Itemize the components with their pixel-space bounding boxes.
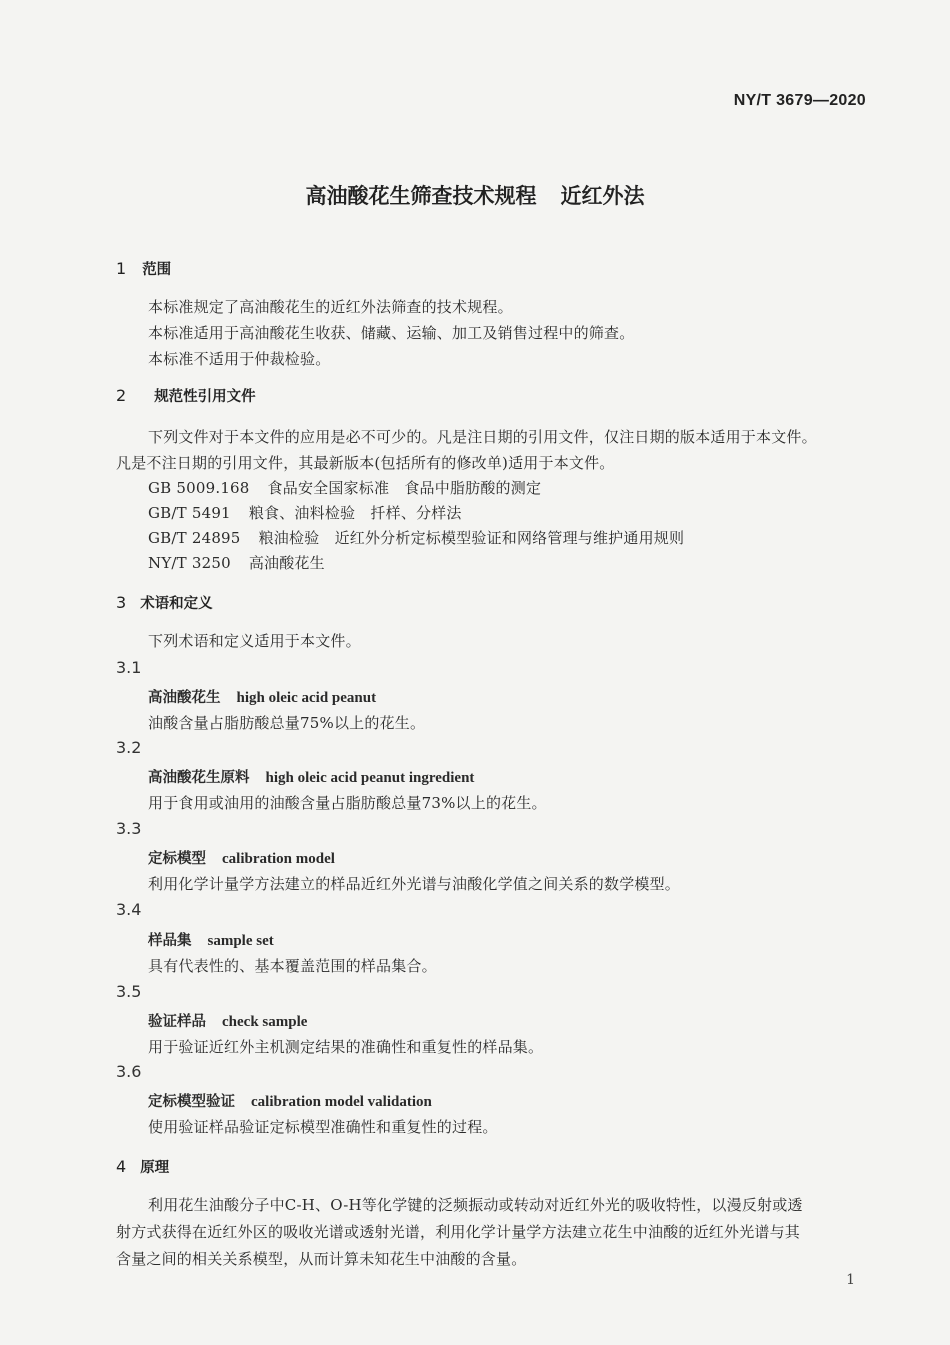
term-number: 3.3 [116,819,142,838]
term-title: 验证样品 check sample [148,1014,308,1030]
section-4-paragraph: 含量之间的相关关系模型，从而计算未知花生中油酸的含量。 [116,1250,527,1268]
term-definition: 用于验证近红外主机测定结果的准确性和重复性的样品集。 [148,1038,544,1056]
page-number: 1 [846,1272,855,1288]
term-title: 定标模型验证 calibration model validation [148,1094,432,1110]
reference-item: NY/T 3250 高油酸花生 [148,554,325,572]
title-method: 近红外法 [560,184,645,208]
section-1-paragraph: 本标准规定了高油酸花生的近红外法筛查的技术规程。 [148,298,513,316]
term-number: 3.6 [116,1062,142,1081]
section-4-paragraph: 利用花生油酸分子中C-H、O-H等化学键的泛频振动或转动对近红外光的吸收特性，以漫反射或透 [148,1196,803,1214]
term-definition: 使用验证样品验证定标模型准确性和重复性的过程。 [148,1118,498,1136]
term-title: 高油酸花生原料 high oleic acid peanut ingredient [148,770,475,786]
term-definition: 具有代表性的、基本覆盖范围的样品集合。 [148,957,437,975]
reference-item: GB 5009.168 食品安全国家标准 食品中脂肪酸的测定 [148,479,542,497]
term-definition: 油酸含量占脂肪酸总量75%以上的花生。 [148,714,426,732]
section-1-paragraph: 本标准适用于高油酸花生收获、储藏、运输、加工及销售过程中的筛查。 [148,324,635,342]
term-title: 高油酸花生 high oleic acid peanut [148,690,377,706]
section-1-paragraph: 本标准不适用于仲裁检验。 [148,350,331,368]
document-title [0,180,950,210]
title-main: 高油酸花生筛查技术规程 [305,184,537,208]
section-2-intro: 凡是不注日期的引用文件，其最新版本(包括所有的修改单)适用于本文件。 [116,454,615,472]
section-2-heading: 2 规范性引用文件 [116,386,256,405]
section-4-paragraph: 射方式获得在近红外区的吸收光谱或透射光谱，利用化学计量学方法建立花生中油酸的近红外光谱与其 [116,1223,801,1241]
term-definition: 利用化学计量学方法建立的样品近红外光谱与油酸化学值之间关系的数学模型。 [148,875,681,893]
section-1-heading: 1 范围 [116,259,172,278]
section-2-intro: 下列文件对于本文件的应用是必不可少的。凡是注日期的引用文件，仅注日期的版本适用于本文件。 [148,428,817,446]
reference-item: GB/T 24895 粮油检验 近红外分析定标模型验证和网络管理与维护通用规则 [148,529,685,547]
term-definition: 用于食用或油用的油酸含量占脂肪酸总量73%以上的花生。 [148,794,547,812]
standard-number: NY/T 3679—2020 [733,92,866,109]
term-number: 3.5 [116,982,142,1001]
term-title: 样品集 sample set [148,933,274,949]
term-number: 3.4 [116,900,142,919]
term-title: 定标模型 calibration model [148,851,335,867]
reference-item: GB/T 5491 粮食、油料检验 扦样、分样法 [148,504,462,522]
section-3-intro: 下列术语和定义适用于本文件。 [148,632,361,650]
term-number: 3.2 [116,738,142,757]
term-number: 3.1 [116,658,142,677]
section-4-heading: 4 原理 [116,1157,170,1176]
section-3-heading: 3 术语和定义 [116,593,213,612]
